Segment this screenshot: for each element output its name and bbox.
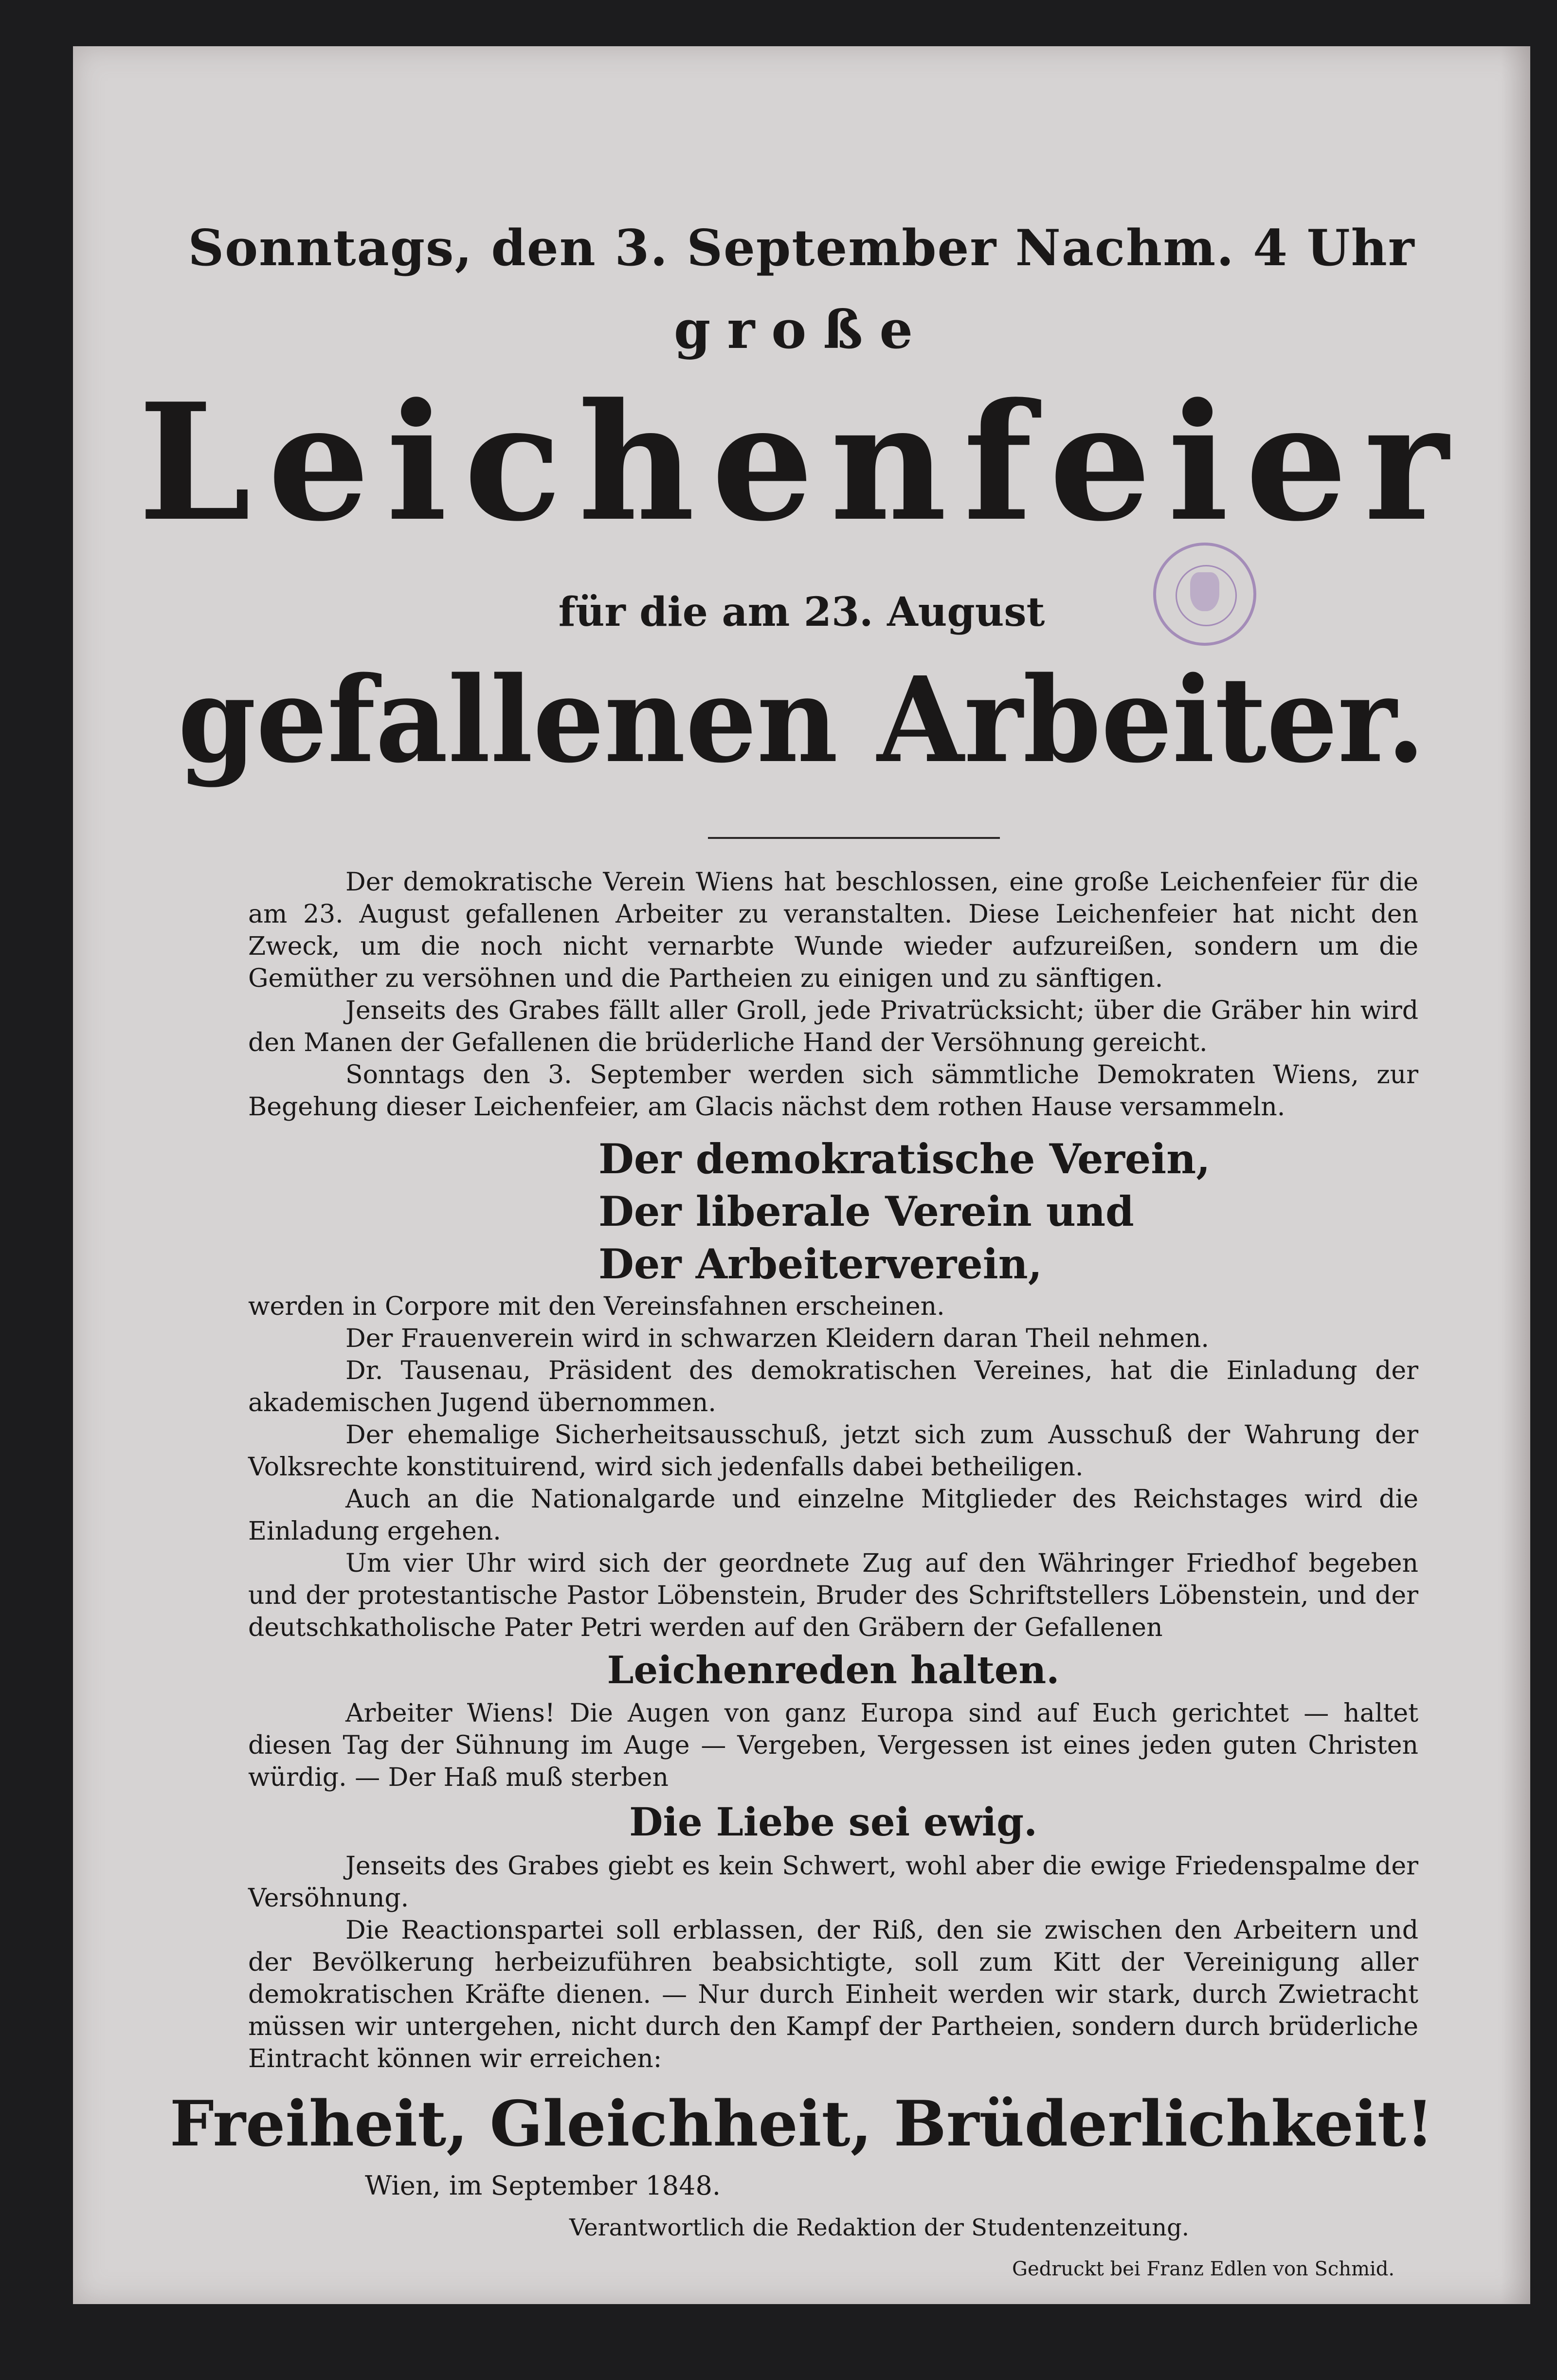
love-heading: Die Liebe sei ewig. xyxy=(629,1799,1037,1845)
eagle-emblem-icon xyxy=(1190,572,1219,611)
divider-rule xyxy=(708,837,1000,839)
poster-subject: gefallenen Arbeiter. xyxy=(178,651,1426,789)
announcement-body xyxy=(248,866,1418,2075)
paragraph-3: Sonntags den 3. September werden sich sämmtliche Demokraten Wiens, zur Begehung dieser Leichenfeier, am Glacis nächst dem rothen Hause versammeln. xyxy=(248,1060,1418,1122)
paragraph-4: werden in Corpore mit den Vereinsfahnen erscheinen. xyxy=(248,1292,945,1321)
printer-imprint: Gedruckt bei Franz Edlen von Schmid. xyxy=(1012,2258,1395,2280)
poster-title: Leichenfeier xyxy=(138,368,1466,557)
association-2: Der liberale Verein und xyxy=(598,1187,1134,1235)
paragraph-8: Auch an die Nationalgarde und einzelne Mitglieder des Reichstages wird die Einladung ergehen. xyxy=(248,1485,1418,1546)
event-subtitle: für die am 23. August xyxy=(558,589,1045,636)
poster-content xyxy=(73,46,1530,2304)
responsibility-note: Verantwortlich die Redaktion der Studentenzeitung. xyxy=(569,2214,1190,2241)
funeral-speeches-heading: Leichenreden halten. xyxy=(607,1648,1060,1692)
paragraph-6: Dr. Tausenau, Präsident des demokratischen Vereines, hat die Einladung der akademischen Jugend übernommen. xyxy=(248,1356,1418,1417)
event-date-line: Sonntags, den 3. September Nachm. 4 Uhr xyxy=(188,219,1415,277)
paragraph-7: Der ehemalige Sicherheitsausschuß, jetzt sich zum Ausschuß der Wahrung der Volksrechte konstituirend, wird sich jedenfalls dabei betheiligen. xyxy=(248,1420,1418,1482)
paragraph-2: Jenseits des Grabes fällt aller Groll, jede Privatrücksicht; über die Gräber hin wird den Manen der Gefallenen die brüderliche Hand der Versöhnung gereicht. xyxy=(248,996,1418,1057)
paragraph-1: Der demokratische Verein Wiens hat beschlossen, eine große Leichenfeier für die am 23. August gefallenen Arbeiter zu veranstalten. Diese Leichenfeier hat nicht den Zweck, um die noch nicht vernarbte Wunde wieder aufzureißen, sondern um die Gemüther zu versöhnen und die Partheien zu einigen und zu sänftigen. xyxy=(248,868,1418,993)
paragraph-10: Arbeiter Wiens! Die Augen von ganz Europa sind auf Euch gerichtet — haltet diesen Tag der Sühnung im Auge — Vergeben, Vergessen ist eines jeden guten Christen würdig. — Der Haß muß sterben xyxy=(248,1699,1418,1792)
paragraph-11: Jenseits des Grabes giebt es kein Schwert, wohl aber die ewige Friedenspalme der Versöhnung. xyxy=(248,1852,1418,1913)
paragraph-5: Der Frauenverein wird in schwarzen Kleidern daran Theil nehmen. xyxy=(345,1324,1209,1353)
poster-sheet xyxy=(73,46,1530,2304)
paragraph-9: Um vier Uhr wird sich der geordnete Zug auf den Währinger Friedhof begeben und der protestantische Pastor Löbenstein, Bruder des Schriftstellers Löbenstein, und der deutschkatholische Pater Petri werden auf den Gräbern der Gefallenen xyxy=(248,1549,1418,1642)
place-date: Wien, im September 1848. xyxy=(365,2170,721,2201)
association-3: Der Arbeiterverein, xyxy=(598,1240,1042,1288)
closing-motto: Freiheit, Gleichheit, Brüderlichkeit! xyxy=(169,2088,1434,2161)
association-1: Der demokratische Verein, xyxy=(598,1135,1211,1183)
paragraph-12: Die Reactionspartei soll erblassen, der Riß, den sie zwischen den Arbeitern und der Bevölkerung herbeizuführen beabsichtigte, soll zum Kitt der Vereinigung aller demokratischen Kräfte dienen. — Nur durch Einheit werden wir stark, durch Zwietracht müssen wir untergehen, nicht durch den Kampf der Partheien, sondern durch brüderliche Eintracht können wir erreichen: xyxy=(248,1916,1418,2073)
library-stamp xyxy=(1153,543,1256,646)
event-adjective: große xyxy=(673,299,930,361)
